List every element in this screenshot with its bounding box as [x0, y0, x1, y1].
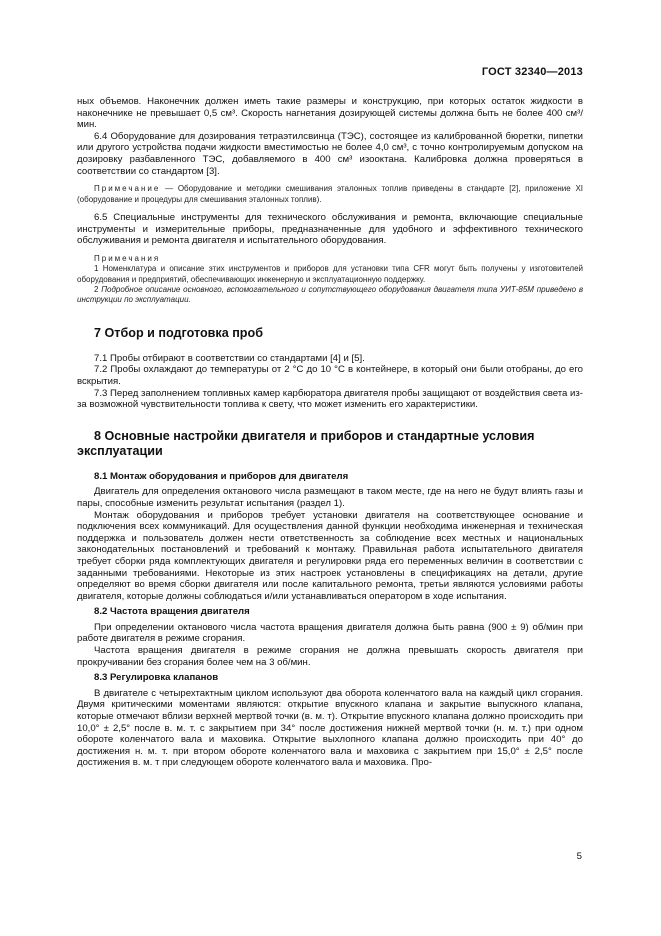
paragraph-7-3: 7.3 Перед заполнением топливных камер карбюратора двигателя пробы защищают от воздействия света из-за возможной чувствительности топлива к свету, что может изменить его характеристики.: [77, 387, 583, 411]
note-text: — Оборудование и методики смешивания эталонных топлив приведены в стандарте [2], приложение XI (оборудование и процедуры для смешивания эталонных топлив).: [77, 184, 583, 204]
section-7-heading: 7 Отбор и подготовка проб: [94, 325, 263, 340]
paragraph-8-1-b: Монтаж оборудования и приборов требует установки двигателя на соответствующее основание и подключения всех коммуникаций. Для осуществления данной функции необходима инженерная и техническая поддержка и пользователь должен нести ответственность за соблюдение всех местных и национальных законодательных постановлений и требований к монтажу. Правильная работа испытательного двигателя требует сборки ряда комплектующих двигателя и регулировки ряда его переменных величин в соответствии с заданными требованиями. Некоторые из этих настроек установлены в спецификациях на детали, другие определяют во время сборки двигателя или после капитального ремонта, третьи являются условиями работы двигателя, которые должны соблюдаться и/или устанавливаться оператором в ходе испытания.: [77, 509, 583, 602]
paragraph-8-1-a: Двигатель для определения октанового числа размещают в таком месте, где на него не будут влиять газы и пары, способные изменить результат испытания (раздел 1).: [77, 486, 583, 509]
note-label: Примечание: [94, 184, 161, 194]
paragraph-continuation: ных объемов. Наконечник должен иметь такие размеры и конструкцию, при которых остаток жидкости в наконечнике не превышает 0,5 см³. Скорость нагнетания дозирующей системы должна быть не более 400 см³/мин.: [77, 96, 583, 131]
note-3-number: 2: [94, 284, 102, 294]
paragraph-7-1: 7.1 Пробы отбирают в соответствии со стандартами [4] и [5].: [94, 352, 365, 364]
paragraph-8-3: В двигателе с четырехтактным циклом используют два оборота коленчатого вала на каждый цикл сгорания. Двумя критическими моментами являются: открытие впускного клапана и закрытие выпускного клапана, которые отмечают вблизи верхней мертвой точки (в. м. т). Открытие впускного клапана должно происходить при 10,0° ± 2,5° после в. м. т. с закрытием при 34° после достижения нижней мертвой точки (н. м. т.) при одном обороте коленчатого вала и маховика. Открытие выхлопного клапана должно происходить при 40° до достижения н. м. т. при втором обороте коленчатого вала и маховика с закрытием при 15,0° ± 2,5° после достижения в. м. т при следующем обороте коленчатого вала и маховика. Про-: [77, 687, 583, 769]
subsection-8-3-heading: 8.3 Регулировка клапанов: [94, 672, 219, 684]
note-3-text: Подробное описание основного, вспомогательного и сопутствующего оборудования двигателя типа УИТ-85М приведено в инструкции по эксплуатации.: [77, 284, 584, 305]
subsection-8-1-heading: 8.1 Монтаж оборудования и приборов для двигателя: [94, 470, 349, 482]
paragraph-6-4: 6.4 Оборудование для дозирования тетраэтилсвинца (ТЭС), состоящее из калиброванной бюретки, пипетки или другого устройства подачи жидкости вместимостью не более 4,0 см³, с точно контролируемым допуском на дозировку разбавленного ТЭС, добавляемого в 400 см³ изооктана. Калибровка должна проверяться в соответствии со стандартом [3].: [77, 130, 583, 177]
note-2: 1 Номенклатура и описание этих инструментов и приборов для установки типа CFR могут быть получены у изготовителей оборудования и предприятий, обеспечивающих инженерную и эксплуатационную поддержку.: [77, 264, 583, 284]
subsection-8-2-heading: 8.2 Частота вращения двигателя: [94, 606, 250, 618]
paragraph-7-2: 7.2 Пробы охлаждают до температуры от 2 °С до 10 °С в контейнере, в который они были отобраны, до его вскрытия.: [77, 364, 583, 387]
note-1: [77, 184, 583, 205]
document-code-header: ГОСТ 32340—2013: [481, 66, 583, 78]
note-3: [77, 285, 583, 306]
paragraph-8-2-b: Частота вращения двигателя в режиме сгорания не должна превышать скорость двигателя при прокручивании без сгорания более чем на 3 об/мин.: [77, 645, 583, 668]
paragraph-6-5: 6.5 Специальные инструменты для технического обслуживания и ремонта, включающие специальные инструменты и измерительные приборы, предназначенные для удобного и эффективного технического обслуживания и ремонта двигателя и испытательного оборудования.: [77, 211, 583, 247]
section-8-heading: 8 Основные настройки двигателя и приборов и стандартные условия эксплуатации: [77, 428, 535, 458]
page-content: [77, 96, 583, 769]
paragraph-8-2-a: При определении октанового числа частота вращения двигателя должна быть равна (900 ± 9) об/мин при работе двигателя в режиме сгорания.: [77, 621, 583, 645]
notes-label: Примечания: [94, 253, 161, 263]
page-number: 5: [576, 851, 582, 862]
